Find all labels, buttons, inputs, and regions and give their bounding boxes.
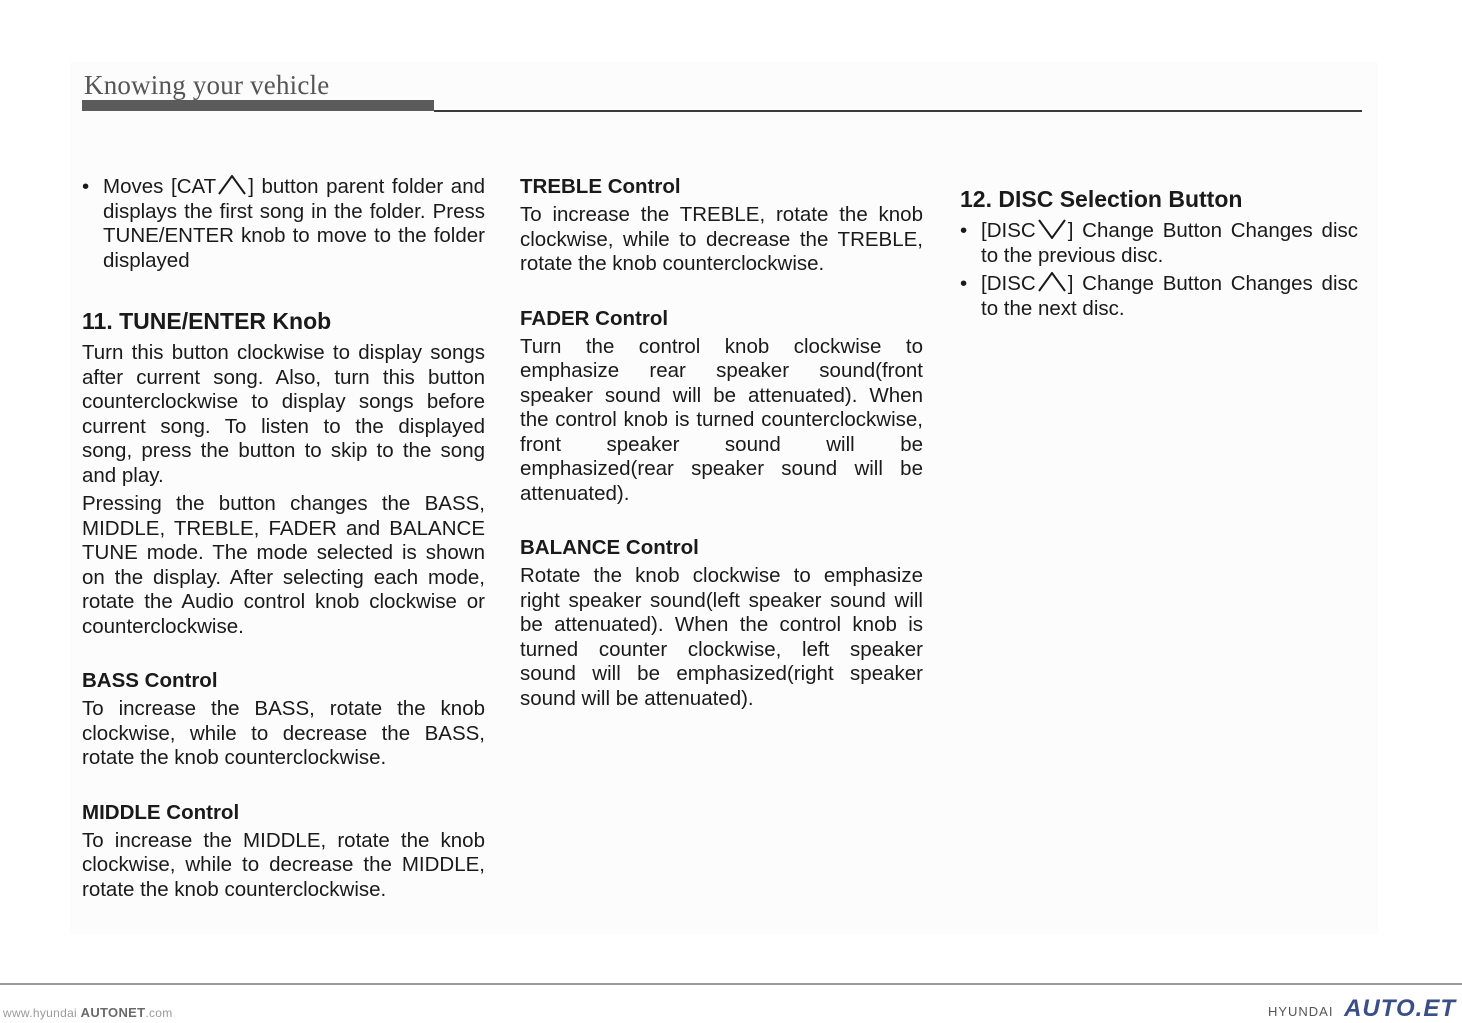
middle-control-text: To increase the MIDDLE, rotate the knob clockwise, while to decrease the MIDDLE, rotate the knob counterclockwise. [82, 828, 485, 901]
bullet-icon: • [960, 272, 968, 295]
bass-control-heading: BASS Control [82, 669, 218, 692]
cat-bullet-item [82, 175, 485, 273]
balance-control-heading: BALANCE Control [520, 536, 699, 559]
section-title: Knowing your vehicle [84, 70, 330, 100]
balance-control-text: Rotate the knob clockwise to emphasize right speaker sound(left speaker sound will be attenuated). When the control knob is turned counter clockwise, left speaker sound will be emphasized(right speaker sound will be attenuated). [520, 564, 923, 710]
disc-down-text-end: ] Change Button Changes disc to the previous disc. [981, 219, 1358, 267]
disc-up-bullet-item [960, 272, 1358, 321]
disc-up-text-start: [DISC [981, 272, 1036, 295]
middle-control-heading: MIDDLE Control [82, 800, 240, 824]
title-underline-bar [82, 100, 434, 111]
watermark-left-prefix: www.hyundai [3, 1006, 78, 1020]
header-rule [434, 110, 1362, 112]
bullet-icon: • [82, 175, 90, 198]
watermark-right-prefix: HYUNDAI [1267, 1004, 1334, 1019]
disc-down-bullet-item [960, 219, 1358, 268]
up-chevron-icon [218, 175, 246, 195]
column-middle [520, 175, 923, 711]
cat-bullet-text-end: ] button parent folder and displays the first song in the folder. Press TUNE/ENTER knob to move to the folder displayed [103, 175, 485, 272]
up-chevron-icon [1038, 272, 1066, 292]
footer-rule [0, 983, 1462, 985]
autonet-logo: AUTO.ET [1344, 995, 1456, 1022]
fader-control-heading: FADER Control [520, 306, 669, 330]
disc-down-text-start: [DISC [981, 219, 1036, 242]
treble-control-heading: TREBLE Control [520, 175, 681, 198]
disc-up-text-end: ] Change Button Changes disc to the next disc. [981, 272, 1358, 320]
column-right [960, 185, 1358, 325]
tune-enter-heading: 11. TUNE/ENTER Knob [82, 308, 332, 334]
disc-selection-heading: 12. DISC Selection Button [960, 186, 1243, 212]
treble-control-text: To increase the TREBLE, rotate the knob clockwise, while to decrease the TREBLE, rotate the knob counterclockwise. [520, 203, 923, 275]
watermark-left-suffix: .com [145, 1006, 173, 1020]
footer-watermark-left [3, 1005, 173, 1020]
down-chevron-icon [1038, 219, 1066, 239]
cat-bullet-text-start: Moves [CAT [103, 175, 217, 198]
fader-control-text: Turn the control knob clockwise to emphasize rear speaker sound(front speaker sound will be attenuated). When the control knob is turned counterclockwise, front speaker sound will be emphasized(rear speaker sound will be attenuated). [520, 334, 923, 505]
bass-control-text: To increase the BASS, rotate the knob clockwise, while to decrease the BASS, rotate the knob counterclockwise. [82, 697, 485, 769]
column-left [82, 175, 485, 902]
tune-paragraph-2: Pressing the button changes the BASS, MIDDLE, TREBLE, FADER and BALANCE TUNE mode. The mode selected is shown on the display. After selecting each mode, rotate the Audio control knob clockwise or counterclockwise. [82, 492, 485, 638]
watermark-left-brand: AUTONET [80, 1005, 146, 1020]
bullet-icon: • [960, 219, 968, 242]
tune-paragraph-1: Turn this button clockwise to display songs after current song. Also, turn this button counterclockwise to display songs before current song. To listen to the displayed song, press the button to skip to the song and play. [82, 341, 485, 487]
footer-watermark-right [1268, 995, 1456, 1023]
